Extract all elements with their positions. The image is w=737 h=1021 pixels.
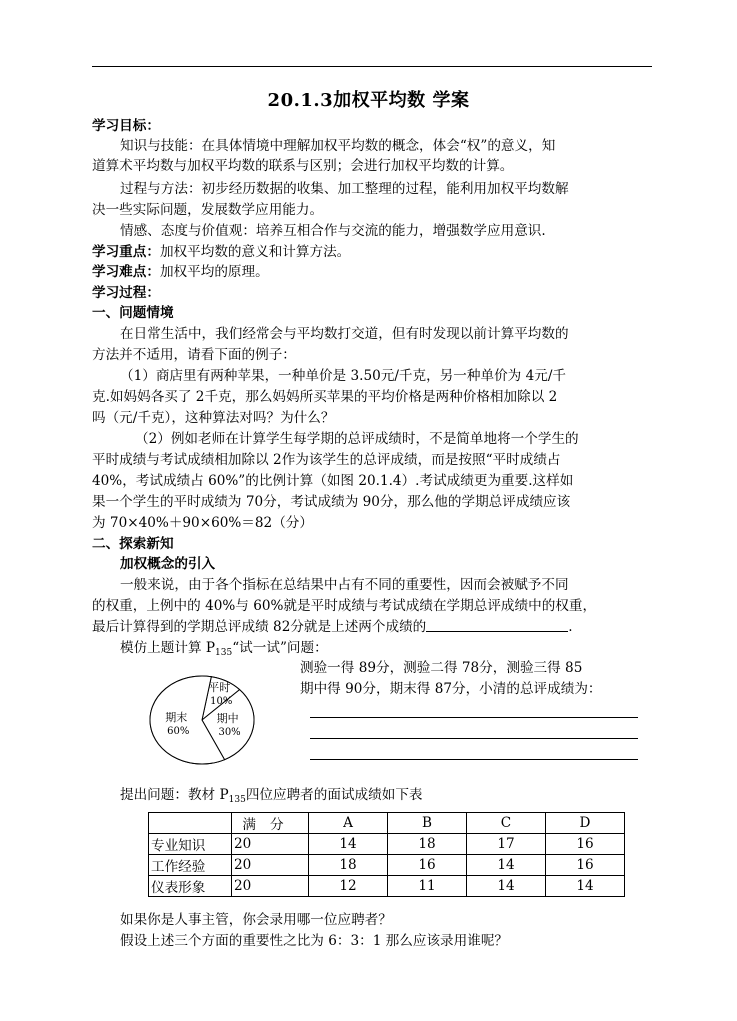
section2-subheading: 加权概念的引入 [120,556,216,572]
table-cell: 16 [388,855,467,876]
pie-slice-label: 平时 [208,680,231,694]
section1-heading: 一、问题情境 [92,305,174,321]
table-cell: 16 [546,834,625,855]
pie-slice-label: 期中 [216,711,239,725]
quiz-scores-line-1: 测验一得 89分，测验二得 78分，测验三得 85 [300,660,583,676]
goals-process-line-1: 过程与方法：初步经历数据的收集、加工整理的过程，能利用加权平均数解 [120,181,569,197]
table-row [149,876,625,897]
table-cell: 14 [309,834,388,855]
goals-emotion-line: 情感、态度与价值观：培养互相合作与交流的能力，增强数学应用意识. [120,223,546,239]
goals-knowledge-line-2: 道算术平均数与加权平均数的联系与区别；会进行加权平均数的计算。 [92,158,514,174]
table-header-cell: D [546,813,625,834]
table-row [149,834,625,855]
try-it-page-sub: 135 [215,648,233,658]
question-prefix: 提出问题：教材 P [120,787,229,803]
closing-question-2: 假设上述三个方面的重要性之比为 6：3：1 那么应该录用谁呢？ [120,933,509,949]
table-cell: 14 [467,876,546,897]
weight-paragraph-3 [92,618,573,637]
pie-slice-value: 10% [210,695,233,707]
table-header-cell: 满分 [232,813,309,834]
weight-paragraph-3-end: . [568,619,573,635]
closing-question-1: 如果你是人事主管，你会录用哪一位应聘者？ [120,912,392,928]
example1-line-3: 吗（元/千克），这种算法对吗？为什么？ [92,410,335,426]
example1-line-2: 克.如妈妈各买了 2千克，那么妈妈所买苹果的平均价格是两种价格相加除以 2 [92,389,558,405]
weight-paragraph-2: 的权重，上例中的 40%与 60%就是平时成绩与考试成绩在学期总评成绩中的权重， [92,598,597,614]
answer-line-3[interactable] [310,759,638,760]
pie-slice-label: 期末 [165,710,188,724]
key-point-label: 学习重点： [92,244,160,260]
difficulty-label: 学习难点： [92,264,160,280]
goals-heading: 学习目标： [92,118,160,134]
question-page-sub: 135 [228,795,246,805]
table-cell: 20 [232,876,309,897]
table-row-label: 工作经验 [149,855,232,876]
table-cell: 11 [388,876,467,897]
answer-line-1[interactable] [310,717,638,718]
table-cell: 18 [388,834,467,855]
process-heading: 学习过程： [92,285,160,301]
difficulty-text: 加权平均的原理。 [159,264,269,280]
table-row-label: 专业知识 [149,834,232,855]
table-cell: 12 [309,876,388,897]
table-header-cell: A [309,813,388,834]
section2-heading: 二、探索新知 [92,536,174,552]
pie-slice-value: 30% [218,726,241,738]
section1-intro-2: 方法并不适用，请看下面的例子： [92,347,296,363]
table-header-cell: B [388,813,467,834]
table-cell: 20 [232,855,309,876]
table-cell: 17 [467,834,546,855]
answer-line-2[interactable] [310,738,638,739]
page-title: 20.1.3加权平均数 学案 [267,90,470,111]
example2-line-4: 果一个学生的平时成绩为 70分，考试成绩为 90分，那么他的学期总评成绩应该 [92,494,571,510]
goals-knowledge-line-1: 知识与技能：在具体情境中理解加权平均数的概念，体会“权”的意义，知 [120,138,556,154]
fill-in-blank[interactable] [426,619,568,632]
example1-line-1: （1）商店里有两种苹果，一种单价是 3.50元/千克，另一种单价为 4元/千 [120,368,566,384]
question-suffix: 四位应聘者的面试成绩如下表 [245,787,423,803]
table-row-label: 仪表形象 [149,876,232,897]
table-cell: 20 [232,834,309,855]
table-cell: 14 [546,876,625,897]
example2-line-2: 平时成绩与考试成绩相加除以 2作为该学生的总评成绩，而是按照“平时成绩占 [92,452,561,468]
interview-score-table [148,812,625,897]
table-header-cell [149,813,232,834]
section1-intro-1: 在日常生活中，我们经常会与平均数打交道，但有时发现以前计算平均数的 [120,326,569,342]
example2-line-3: 40%，考试成绩占 60%”的比例计算（如图 20.1.4）.考试成绩更为重要.这样如 [92,473,574,489]
difficulty-line [92,263,269,282]
key-point-text: 加权平均数的意义和计算方法。 [159,244,351,260]
table-cell: 16 [546,855,625,876]
example2-line-5: 为 70×40%＋90×60%＝82（分） [92,515,313,531]
pie-slice-value: 60% [167,725,190,737]
question-line [120,786,423,810]
try-it-prefix: 模仿上题计算 P [120,640,216,656]
quiz-scores-line-2: 期中得 90分，期末得 87分，小清的总评成绩为： [300,681,602,697]
header-rule [92,66,652,67]
try-it-suffix: “试一试”问题： [232,640,328,656]
table-header-row [149,813,625,834]
weight-paragraph-3-text: 最后计算得到的学期总评成绩 82分就是上述两个成绩的 [92,619,427,635]
key-point-line [92,243,350,262]
example2-line-1: （2）例如老师在计算学生每学期的总评成绩时，不是简单地将一个学生的 [135,431,579,447]
table-row [149,855,625,876]
table-cell: 14 [467,855,546,876]
weight-paragraph-1: 一般来说，由于各个指标在总结果中占有不同的重要性，因而会被赋予不同 [120,577,569,593]
table-cell: 18 [309,855,388,876]
try-it-line [120,639,328,663]
score-weight-pie-chart [142,668,292,770]
goals-process-line-2: 决一些实际问题，发展数学应用能力。 [92,202,324,218]
table-header-cell: C [467,813,546,834]
